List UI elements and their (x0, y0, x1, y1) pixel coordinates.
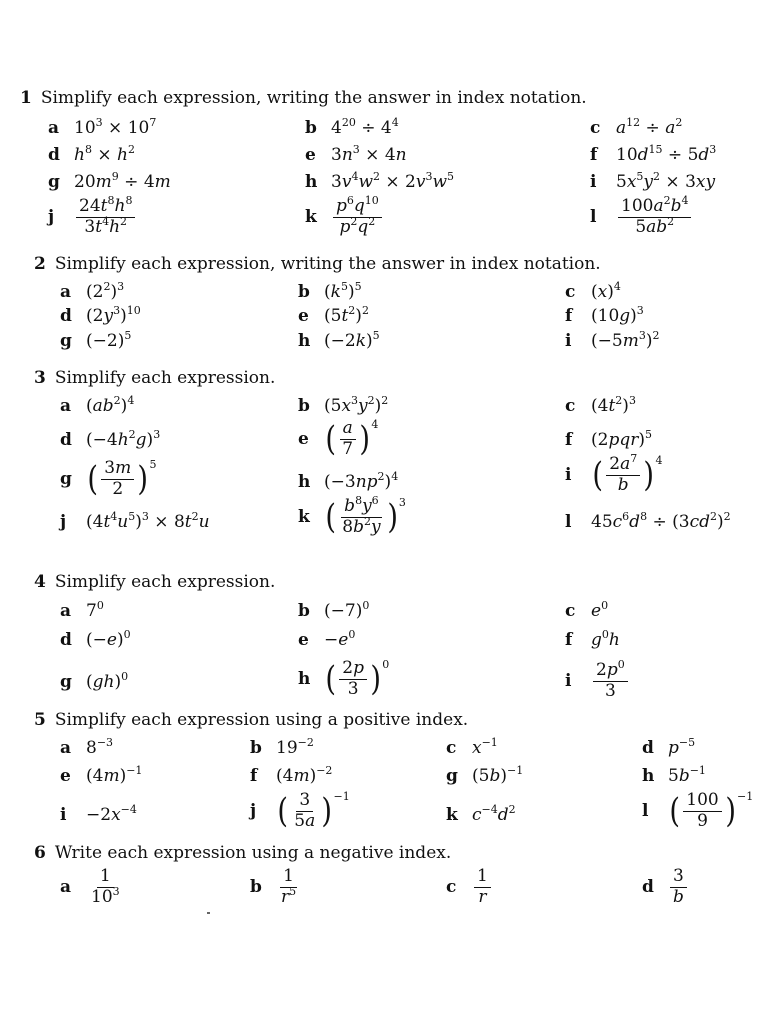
question-instruction: Write each expression using a negative index. (54, 843, 452, 863)
q1-item-f: f $10d^{15} \div 5d^3$ (590, 143, 717, 165)
expression: $(4m)^{-1}$ (86, 764, 143, 786)
q2-item-a: a $(2^2)^3$ (60, 280, 125, 302)
expression: $45c^6d^8 \div (3cd^2)^2$ (591, 510, 731, 532)
q1-item-k: k $\frac{p^6q^{10}}{p^2q^2}$ (305, 198, 384, 237)
q4-item-c: c $e^0$ (565, 599, 609, 621)
expression: $(-5m^3)^2$ (591, 329, 660, 351)
fraction: $\frac{2a^7}{b}$ (606, 456, 640, 495)
fraction: $\frac{3}{b}$ (670, 868, 687, 907)
expression: $(-e)^0$ (86, 628, 131, 650)
expression: $-e^0$ (324, 628, 356, 650)
q6-item-c: c $\frac{1}{r}$ (446, 868, 493, 907)
q3-item-e: e ( $\frac{a}{7}$ ) 4 (298, 418, 379, 460)
q1-item-h: h $3v^4w^2 \times 2v^3w^5$ (305, 170, 455, 192)
expression: $(4t^2)^3$ (591, 394, 636, 416)
q5-item-l: l ( $\frac{100}{9}$ ) −1 (642, 790, 754, 832)
q2-item-e: e $(5t^2)^2$ (298, 304, 369, 326)
q1-item-l: l $\frac{100a^2b^4}{5ab^2}$ (590, 198, 693, 237)
q5-item-i: i $-2x^{-4}$ (60, 803, 137, 825)
q2-item-f: f $(10g)^3$ (565, 304, 644, 326)
q5-item-d: d $p^{-5}$ (642, 736, 696, 758)
expression: $p^{-5}$ (668, 736, 696, 758)
q3-item-h: h $(-3np^2)^4$ (298, 470, 399, 492)
expression: $(-7)^0$ (324, 599, 370, 621)
fraction: $\frac{100a^2b^4}{5ab^2}$ (618, 198, 691, 237)
fraction: $\frac{b^8y^6}{8b^2y}$ (342, 494, 381, 537)
question-number: 4 (34, 572, 46, 592)
q3-item-k: k ( $\frac{b^8y^6}{8b^2y}$ ) 3 (298, 494, 406, 538)
expression: $(4t^4u^5)^3 \times 8t^2u$ (86, 510, 210, 532)
q2-item-h: h $(-2k)^5$ (298, 329, 380, 351)
q6-item-b: b $\frac{1}{r^5}$ (250, 868, 301, 907)
expression: $(4m)^{-2}$ (276, 764, 333, 786)
q1-item-j: j $\frac{24t^8h^8}{3t^4h^2}$ (48, 198, 137, 237)
question-instruction: Simplify each expression. (54, 368, 276, 388)
question-5-heading (34, 710, 468, 730)
q4-item-a: a $7^0$ (60, 599, 104, 621)
expression: $e^0$ (591, 599, 609, 621)
question-2-heading (34, 254, 601, 274)
fraction: $\frac{1}{10^3}$ (91, 866, 120, 907)
question-1-heading (20, 88, 587, 108)
expression: $5b^{-1}$ (668, 764, 706, 786)
q6-item-d: d $\frac{3}{b}$ (642, 868, 689, 907)
expression: $(2^2)^3$ (86, 280, 125, 302)
expression: $c^{-4}d^2$ (472, 803, 516, 825)
q4-item-i: i $\frac{2p^0}{3}$ (565, 662, 630, 701)
q3-item-b: b $(5x^3y^2)^2$ (298, 394, 389, 416)
expression: $20m^9 \div 4m$ (74, 170, 171, 192)
question-number: 3 (34, 368, 46, 388)
expression: $(k^5)^5$ (324, 280, 362, 302)
question-instruction: Simplify each expression, writing the answer in index notation. (54, 254, 601, 274)
question-number: 2 (34, 254, 46, 274)
q4-item-f: f $g^0h$ (565, 628, 620, 650)
q2-item-d: d $(2y^3)^{10}$ (60, 304, 141, 326)
q3-item-l: l $45c^6d^8 \div (3cd^2)^2$ (565, 510, 731, 532)
q1-item-b: b $4^{20} \div 4^4$ (305, 116, 399, 138)
q2-item-c: c $(x)^4$ (565, 280, 621, 302)
q3-item-f: f $(2pqr)^5$ (565, 428, 652, 450)
q4-item-d: d $(-e)^0$ (60, 628, 131, 650)
q3-item-j: j $(4t^4u^5)^3 \times 8t^2u$ (60, 510, 210, 532)
q5-item-k: k $c^{-4}d^2$ (446, 803, 516, 825)
fraction: $\frac{3}{5a}$ (294, 790, 316, 831)
q5-item-h: h $5b^{-1}$ (642, 764, 706, 786)
expression: $4^{20} \div 4^4$ (331, 116, 399, 138)
expression: $(5x^3y^2)^2$ (324, 394, 389, 416)
expression: (gh)$^0$ (86, 670, 129, 692)
expression: $g^0h$ (591, 628, 620, 650)
expression: $10d^{15} \div 5d^3$ (616, 143, 717, 165)
expression: $(-2)^5$ (86, 329, 132, 351)
expression: $(x)^4$ (591, 280, 621, 302)
expression: $3n^3 \times 4n$ (331, 143, 407, 165)
q5-item-f: f $(4m)^{-2}$ (250, 764, 333, 786)
question-number: 1 (20, 88, 32, 108)
q1-item-d: d $h^8 \times h^2$ (48, 143, 135, 165)
q5-item-a: a $8^{-3}$ (60, 736, 114, 758)
q5-item-c: c $x^{-1}$ (446, 736, 498, 758)
fraction: $\frac{1}{r}$ (474, 868, 491, 907)
q2-item-g: g $(-2)^5$ (60, 329, 132, 351)
q5-item-j: j ( $\frac{3}{5a}$ ) −1 (250, 790, 350, 832)
expression: $10^3 \times 10^7$ (74, 116, 157, 138)
expression: $(2y^3)^{10}$ (86, 304, 141, 326)
q1-item-e: e $3n^3 \times 4n$ (305, 143, 407, 165)
fraction: $\frac{a}{7}$ (339, 420, 356, 459)
question-number: 5 (34, 710, 46, 730)
q3-item-a: a $(ab^2)^4$ (60, 394, 135, 416)
q5-item-b: b $19^{-2}$ (250, 736, 314, 758)
expression: $(5b)^{-1}$ (472, 764, 524, 786)
q1-item-a: a $10^3 \times 10^7$ (48, 116, 157, 138)
expression: $19^{-2}$ (276, 736, 314, 758)
q5-item-g: g $(5b)^{-1}$ (446, 764, 524, 786)
question-4-heading (34, 572, 275, 592)
q4-item-h: h ( $\frac{2p}{3}$ ) 0 (298, 658, 390, 700)
expression: $a^{12} \div a^2$ (616, 116, 683, 138)
expression: $-2x^{-4}$ (86, 803, 137, 825)
expression: $(-2k)^5$ (324, 329, 380, 351)
expression: $3v^4w^2 \times 2v^3w^5$ (331, 170, 455, 192)
question-instruction: Simplify each expression, writing the answer in index notation. (40, 88, 587, 108)
expression: $x^{-1}$ (472, 736, 498, 758)
fraction: $\frac{2p}{3}$ (339, 660, 367, 699)
q5-item-e: e $(4m)^{-1}$ (60, 764, 143, 786)
question-6-heading (34, 843, 451, 863)
fraction: $\frac{p^6q^{10}}{p^2q^2}$ (333, 198, 382, 237)
fraction: $\frac{2p^0}{3}$ (593, 662, 628, 701)
expression: $(-3np^2)^4$ (324, 470, 399, 492)
q4-item-b: b $(-7)^0$ (298, 599, 370, 621)
question-number: 6 (34, 843, 46, 863)
expression: $(ab^2)^4$ (86, 394, 135, 416)
question-instruction: Simplify each expression using a positive index. (54, 710, 469, 730)
q1-item-c: c $a^{12} \div a^2$ (590, 116, 683, 138)
q3-item-i: i ( $\frac{2a^7}{b}$ ) 4 (565, 452, 663, 496)
q1-item-g: g $20m^9 \div 4m$ (48, 170, 171, 192)
fraction: $\frac{1}{r^5}$ (281, 866, 297, 907)
expression: $(-4h^2g)^3$ (86, 428, 161, 450)
question-3-heading (34, 368, 275, 388)
q3-item-d: d $(-4h^2g)^3$ (60, 428, 161, 450)
expression: $h^8 \times h^2$ (74, 143, 135, 165)
fraction: $\frac{24t^8h^8}{3t^4h^2}$ (76, 198, 135, 237)
fraction: $\frac{100}{9}$ (683, 792, 721, 831)
expression: $7^0$ (86, 599, 104, 621)
expression: $(10g)^3$ (591, 304, 644, 326)
expression: $(2pqr)^5$ (591, 428, 652, 450)
q4-item-e: e $-e^0$ (298, 628, 356, 650)
stray-mark (207, 912, 210, 914)
fraction: $\frac{3m}{2}$ (101, 460, 134, 499)
q2-item-b: b $(k^5)^5$ (298, 280, 362, 302)
q6-item-a: a $\frac{1}{10^3}$ (60, 868, 125, 907)
q4-item-g: g (gh)$^0$ (60, 670, 129, 692)
q3-item-g: g ( $\frac{3m}{2}$ ) 5 (60, 458, 157, 500)
q1-item-i: i $5x^5y^2 \times 3xy$ (590, 170, 716, 192)
q3-item-c: c $(4t^2)^3$ (565, 394, 636, 416)
expression: $8^{-3}$ (86, 736, 114, 758)
question-instruction: Simplify each expression. (54, 572, 276, 592)
expression: $(5t^2)^2$ (324, 304, 369, 326)
expression: $5x^5y^2 \times 3xy$ (616, 170, 716, 192)
q2-item-i: i $(-5m^3)^2$ (565, 329, 660, 351)
